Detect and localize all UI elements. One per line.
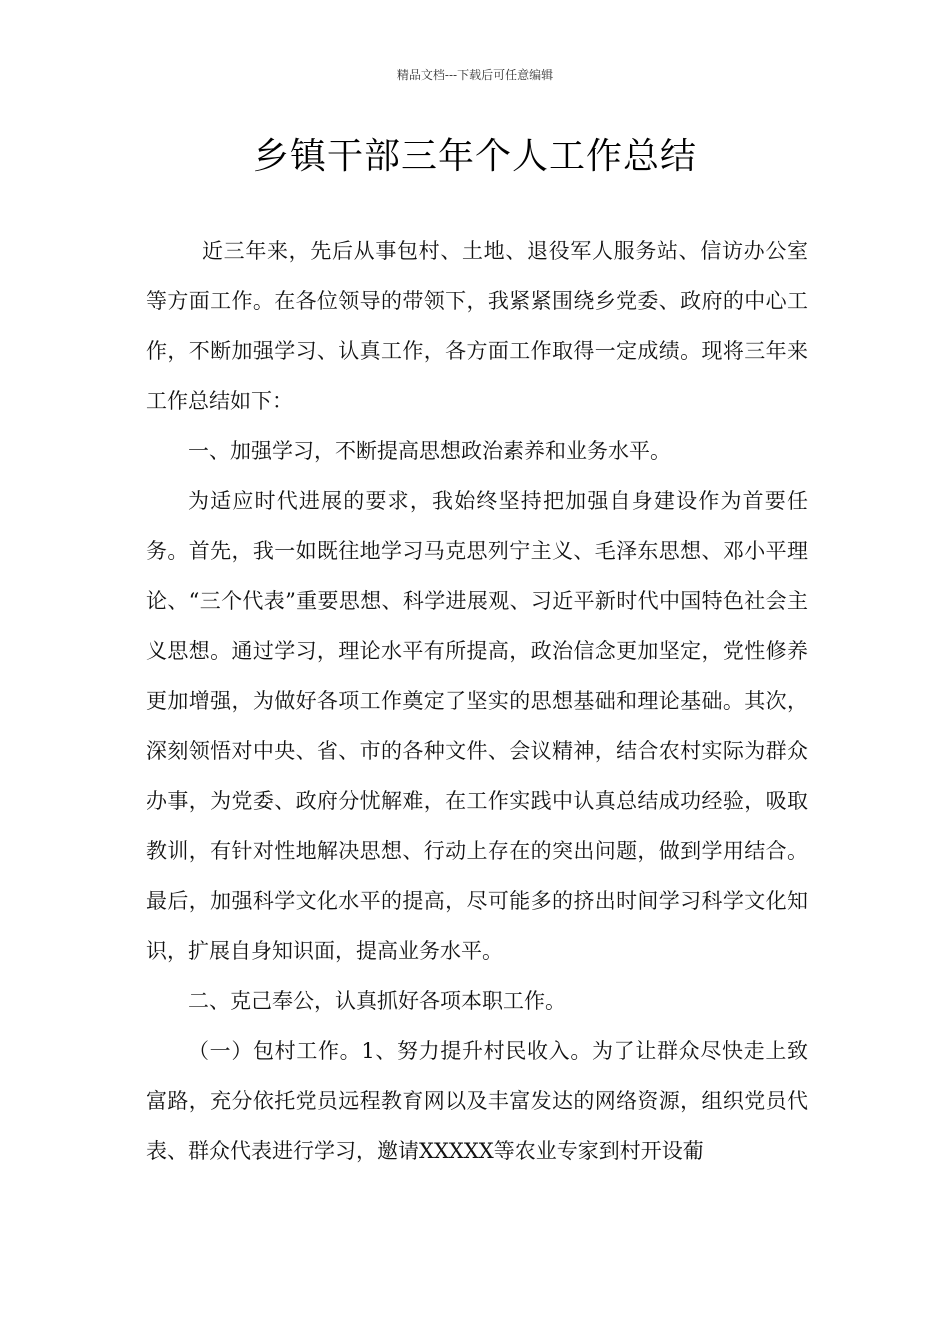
paragraph-study: 为适应时代进展的要求，我始终坚持把加强自身建设作为首要任务。首先，我一如既往地学习马克思列宁主义、毛泽东思想、邓小平理论、“三个代表”重要思想、科学进展观、习近平新时代中国特色社会主义思想。通过学习，理论水平有所提高，政治信念更加坚定，党性修养更加增强，为做好各项工作奠定了坚实的思想基础和理论基础。其次，深刻领悟对中央、省、市的各种文件、会议精神，结合农村实际为群众办事，为党委、政府分忧解难，在工作实践中认真总结成功经验，吸取教训，有针对性地解决思想、行动上存在的突出问题，做到学用结合。最后，加强科学文化水平的提高，尽可能多的挤出时间学习科学文化知识，扩展自身知识面，提高业务水平。 <box>146 489 808 963</box>
paragraph-intro: 近三年来，先后从事包村、土地、退役军人服务站、信访办公室等方面工作。在各位领导的带领下，我紧紧围绕乡党委、政府的中心工作，不断加强学习、认真工作，各方面工作取得一定成绩。现将三年来工作总结如下： <box>146 239 808 413</box>
document-title: 乡镇干部三年个人工作总结 <box>252 136 697 177</box>
header-note: 精品文档---下载后可任意编辑 <box>396 68 554 82</box>
document-body <box>146 226 808 1176</box>
paragraph-village-work: （一）包村工作。1、努力提升村民收入。为了让群众尽快走上致富路，充分依托党员远程教育网以及丰富发达的网络资源，组织党员代表、群众代表进行学习，邀请XXXXX等农业专家到村开设葡 <box>146 1039 808 1163</box>
section-heading-1: 一、加强学习，不断提高思想政治素养和业务水平。 <box>188 439 671 463</box>
section-heading-2: 二、克己奉公，认真抓好各项本职工作。 <box>188 989 566 1013</box>
